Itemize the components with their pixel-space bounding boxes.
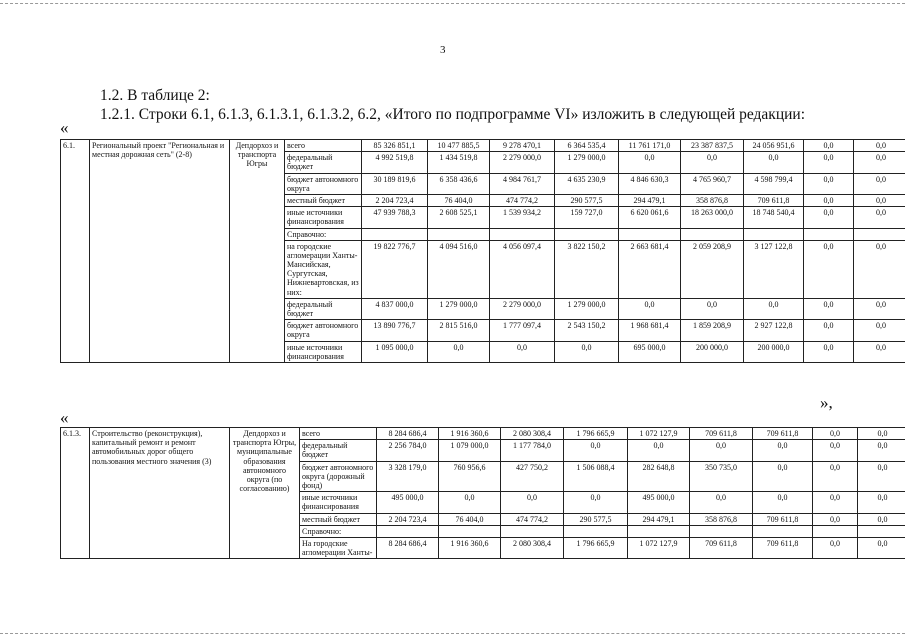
amount-cell (858, 525, 905, 537)
amount-cell: 0,0 (501, 492, 564, 513)
amount-cell: 0,0 (681, 298, 744, 319)
amount-cell: 200 000,0 (744, 341, 804, 362)
amount-cell: 0,0 (804, 152, 854, 173)
amount-cell: 1 777 097,4 (490, 320, 555, 341)
amount-cell: 0,0 (858, 428, 905, 440)
amount-cell (501, 525, 564, 537)
amount-cell: 23 387 837,5 (681, 140, 744, 152)
amount-cell: 760 956,6 (439, 461, 501, 492)
project-name: Строительство (реконструкция), капитальный ремонт и ремонт автомобильных дорог общего пользования местного значения (3) (90, 428, 230, 559)
amount-cell: 0,0 (804, 173, 854, 194)
funding-source: федеральный бюджет (300, 440, 377, 461)
amount-cell: 0,0 (804, 140, 854, 152)
amount-cell: 13 890 776,7 (362, 320, 428, 341)
amount-cell: 0,0 (744, 298, 804, 319)
amount-cell: 0,0 (854, 194, 905, 206)
amount-cell: 0,0 (854, 140, 905, 152)
amount-cell: 85 326 851,1 (362, 140, 428, 152)
amount-cell (753, 525, 813, 537)
opening-quote-2: « (60, 408, 69, 427)
amount-cell: 0,0 (854, 298, 905, 319)
amount-cell: 1 279 000,0 (555, 152, 619, 173)
amount-cell: 4 992 519,8 (362, 152, 428, 173)
funding-source: Справочно: (285, 228, 362, 240)
amount-cell: 3 328 179,0 (377, 461, 439, 492)
amount-cell: 0,0 (555, 341, 619, 362)
funding-source: федеральный бюджет (285, 298, 362, 319)
amount-cell: 709 611,8 (753, 513, 813, 525)
funding-source: На городские агломерации Ханты- (300, 537, 377, 558)
amount-cell: 4 635 230,9 (555, 173, 619, 194)
amount-cell: 2 080 308,4 (501, 428, 564, 440)
amount-cell: 350 735,0 (690, 461, 753, 492)
amount-cell: 2 204 723,4 (362, 194, 428, 206)
amount-cell: 282 648,8 (628, 461, 690, 492)
amount-cell: 1 968 681,4 (619, 320, 681, 341)
section-heading: 1.2. В таблице 2: (100, 87, 210, 104)
funding-source: местный бюджет (285, 194, 362, 206)
amount-cell: 1 916 360,6 (439, 428, 501, 440)
amount-cell (854, 228, 905, 240)
amount-cell: 6 358 436,6 (428, 173, 490, 194)
amount-cell: 709 611,8 (753, 537, 813, 558)
amount-cell: 1 279 000,0 (428, 298, 490, 319)
amount-cell: 0,0 (804, 341, 854, 362)
amount-cell: 495 000,0 (628, 492, 690, 513)
amount-cell: 0,0 (690, 440, 753, 461)
amount-cell: 0,0 (858, 440, 905, 461)
row-number: 6.1. (61, 140, 90, 363)
table-rows-6-1 (60, 139, 905, 363)
amount-cell: 1 796 665,9 (564, 537, 628, 558)
amount-cell: 0,0 (813, 537, 858, 558)
amount-cell: 6 364 535,4 (555, 140, 619, 152)
funding-source: Справочно: (300, 525, 377, 537)
table-row (61, 428, 905, 440)
amount-cell (813, 525, 858, 537)
amount-cell: 2 204 723,4 (377, 513, 439, 525)
amount-cell: 290 577,5 (564, 513, 628, 525)
amount-cell: 1 072 127,9 (628, 537, 690, 558)
responsible-executor: Депдорхоз и транспорта Югры, муниципальные образования автономного округа (по согласованию) (230, 428, 300, 559)
amount-cell: 0,0 (858, 461, 905, 492)
amount-cell: 2 279 000,0 (490, 152, 555, 173)
amount-cell: 2 080 308,4 (501, 537, 564, 558)
row-number: 6.1.3. (61, 428, 90, 559)
responsible-executor: Депдорхоз и транспорта Югры (230, 140, 285, 363)
amount-cell (681, 228, 744, 240)
amount-cell: 695 000,0 (619, 341, 681, 362)
amount-cell: 0,0 (753, 492, 813, 513)
amount-cell: 1 279 000,0 (555, 298, 619, 319)
amount-cell: 3 127 122,8 (744, 240, 804, 298)
amount-cell: 0,0 (744, 152, 804, 173)
amount-cell: 0,0 (858, 537, 905, 558)
amount-cell: 0,0 (428, 341, 490, 362)
amount-cell (428, 228, 490, 240)
amount-cell: 0,0 (439, 492, 501, 513)
scan-edge-top (0, 3, 905, 4)
funding-source: бюджет автономного округа (285, 320, 362, 341)
amount-cell: 0,0 (854, 173, 905, 194)
funding-source: на городские агломерации Ханты-Мансийская, Сургутская, Нижневартовская, из них: (285, 240, 362, 298)
amount-cell: 1 072 127,9 (628, 428, 690, 440)
amount-cell: 9 278 470,1 (490, 140, 555, 152)
amount-cell: 19 822 776,7 (362, 240, 428, 298)
amount-cell (690, 525, 753, 537)
amount-cell: 0,0 (813, 440, 858, 461)
funding-source: бюджет автономного округа (285, 173, 362, 194)
amount-cell: 709 611,8 (744, 194, 804, 206)
amount-cell: 8 284 686,4 (377, 537, 439, 558)
amount-cell: 0,0 (804, 240, 854, 298)
amount-cell: 0,0 (619, 298, 681, 319)
amount-cell: 474 774,2 (501, 513, 564, 525)
amount-cell: 0,0 (804, 298, 854, 319)
amount-cell: 427 750,2 (501, 461, 564, 492)
amount-cell (619, 228, 681, 240)
amount-cell (362, 228, 428, 240)
amount-cell: 2 059 208,9 (681, 240, 744, 298)
amount-cell: 0,0 (753, 440, 813, 461)
amount-cell: 1 539 934,2 (490, 207, 555, 228)
amount-cell: 2 543 150,2 (555, 320, 619, 341)
amount-cell: 2 815 516,0 (428, 320, 490, 341)
amount-cell: 3 822 150,2 (555, 240, 619, 298)
amount-cell: 4 837 000,0 (362, 298, 428, 319)
amount-cell: 200 000,0 (681, 341, 744, 362)
amount-cell: 0,0 (813, 428, 858, 440)
amount-cell: 1 859 208,9 (681, 320, 744, 341)
amount-cell (564, 525, 628, 537)
funding-source: иные источники финансирования (285, 341, 362, 362)
amount-cell: 0,0 (813, 513, 858, 525)
amount-cell: 495 000,0 (377, 492, 439, 513)
funding-source: иные источники финансирования (285, 207, 362, 228)
funding-source: местный бюджет (300, 513, 377, 525)
amount-cell: 159 727,0 (555, 207, 619, 228)
amount-cell: 0,0 (804, 207, 854, 228)
amount-cell: 2 256 784,0 (377, 440, 439, 461)
amount-cell: 1 916 360,6 (439, 537, 501, 558)
amount-cell (377, 525, 439, 537)
funding-source: иные источники финансирования (300, 492, 377, 513)
amount-cell: 0,0 (690, 492, 753, 513)
funding-source: федеральный бюджет (285, 152, 362, 173)
opening-quote: « (60, 118, 69, 137)
subsection-heading: 1.2.1. Строки 6.1, 6.1.3, 6.1.3.1, 6.1.3.2, 6.2, «Итого по подпрограмме VI» изложить в следующей редакции: (100, 106, 806, 123)
amount-cell: 18 748 540,4 (744, 207, 804, 228)
amount-cell: 0,0 (813, 492, 858, 513)
amount-cell: 1 095 000,0 (362, 341, 428, 362)
project-name: Региональный проект "Региональная и местная дорожная сеть" (2-8) (90, 140, 230, 363)
amount-cell (555, 228, 619, 240)
amount-cell: 47 939 788,3 (362, 207, 428, 228)
amount-cell: 0,0 (753, 461, 813, 492)
amount-cell: 2 608 525,1 (428, 207, 490, 228)
amount-cell (744, 228, 804, 240)
amount-cell: 0,0 (681, 152, 744, 173)
amount-cell: 290 577,5 (555, 194, 619, 206)
amount-cell: 6 620 061,6 (619, 207, 681, 228)
amount-cell: 8 284 686,4 (377, 428, 439, 440)
amount-cell: 0,0 (804, 194, 854, 206)
amount-cell: 1 506 088,4 (564, 461, 628, 492)
amount-cell (628, 525, 690, 537)
closing-quote: », (820, 393, 833, 412)
amount-cell: 0,0 (854, 341, 905, 362)
amount-cell: 294 479,1 (628, 513, 690, 525)
amount-cell: 0,0 (854, 240, 905, 298)
amount-cell (804, 228, 854, 240)
amount-cell: 2 663 681,4 (619, 240, 681, 298)
amount-cell: 0,0 (564, 492, 628, 513)
amount-cell: 709 611,8 (690, 537, 753, 558)
amount-cell: 2 279 000,0 (490, 298, 555, 319)
funding-source: бюджет автономного округа (дорожный фонд) (300, 461, 377, 492)
amount-cell: 358 876,8 (681, 194, 744, 206)
amount-cell: 2 927 122,8 (744, 320, 804, 341)
amount-cell: 1 177 784,0 (501, 440, 564, 461)
page-number: 3 (440, 44, 446, 56)
amount-cell: 4 846 630,3 (619, 173, 681, 194)
amount-cell: 4 765 960,7 (681, 173, 744, 194)
amount-cell: 24 056 951,6 (744, 140, 804, 152)
amount-cell: 30 189 819,6 (362, 173, 428, 194)
amount-cell: 4 598 799,4 (744, 173, 804, 194)
amount-cell: 0,0 (854, 207, 905, 228)
amount-cell: 0,0 (813, 461, 858, 492)
amount-cell: 1 434 519,8 (428, 152, 490, 173)
amount-cell: 1 079 000,0 (439, 440, 501, 461)
amount-cell: 0,0 (564, 440, 628, 461)
amount-cell: 18 263 000,0 (681, 207, 744, 228)
amount-cell: 0,0 (628, 440, 690, 461)
amount-cell: 4 094 516,0 (428, 240, 490, 298)
funding-source: всего (300, 428, 377, 440)
amount-cell: 4 056 097,4 (490, 240, 555, 298)
table-row (61, 140, 905, 152)
amount-cell (439, 525, 501, 537)
amount-cell: 0,0 (858, 513, 905, 525)
table-rows-6-1-3 (60, 427, 905, 559)
amount-cell: 11 761 171,0 (619, 140, 681, 152)
amount-cell: 4 984 761,7 (490, 173, 555, 194)
amount-cell: 474 774,2 (490, 194, 555, 206)
amount-cell: 0,0 (854, 152, 905, 173)
amount-cell: 709 611,8 (753, 428, 813, 440)
amount-cell: 358 876,8 (690, 513, 753, 525)
amount-cell: 1 796 665,9 (564, 428, 628, 440)
amount-cell: 0,0 (858, 492, 905, 513)
amount-cell: 76 404,0 (439, 513, 501, 525)
amount-cell: 10 477 885,5 (428, 140, 490, 152)
amount-cell: 0,0 (854, 320, 905, 341)
amount-cell: 709 611,8 (690, 428, 753, 440)
amount-cell: 0,0 (490, 341, 555, 362)
amount-cell: 0,0 (804, 320, 854, 341)
amount-cell: 0,0 (619, 152, 681, 173)
amount-cell: 76 404,0 (428, 194, 490, 206)
scan-edge-bottom (0, 633, 905, 634)
funding-source: всего (285, 140, 362, 152)
amount-cell (490, 228, 555, 240)
amount-cell: 294 479,1 (619, 194, 681, 206)
